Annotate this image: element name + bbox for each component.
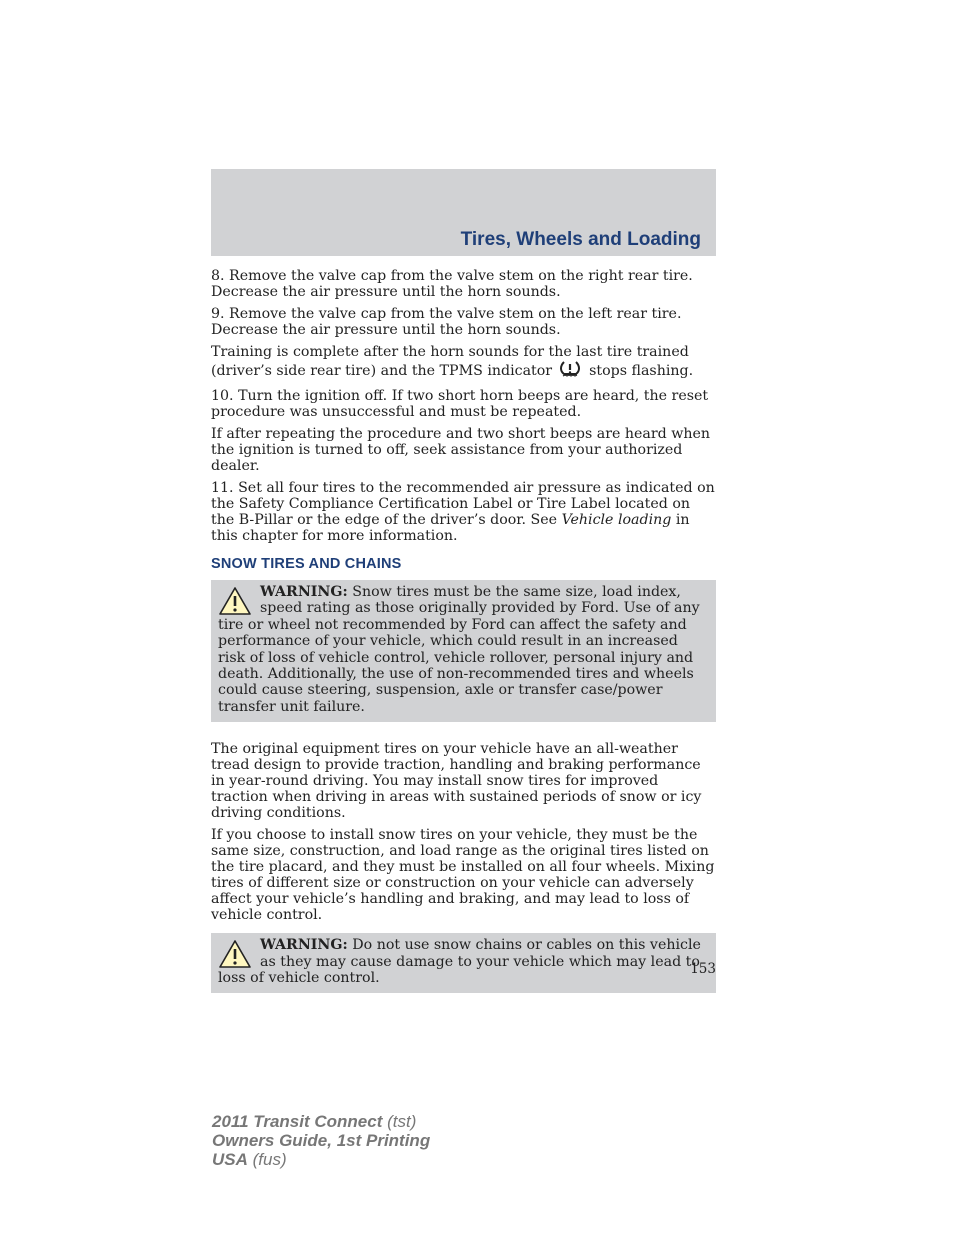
training-text: Training is complete after the horn sounds for the last tire trained (driver’s side rear tire) and the TPMS indicator [211, 344, 689, 379]
page-number: 153 [690, 961, 716, 977]
footer-guide: Owners Guide, 1st Printing [212, 1131, 431, 1150]
tpms-indicator-icon [559, 360, 581, 382]
warning-label: WARNING: [260, 937, 348, 954]
step-11-text-end: in this chapter for more information. [211, 512, 690, 544]
warning-box-snow-chains [211, 933, 716, 993]
step-10: 10. Turn the ignition off. If two short horn beeps are heard, the reset procedure was unsuccessful and must be repeated. [211, 388, 709, 420]
step-8: 8. Remove the valve cap from the valve stem on the right rear tire. Decrease the air pressure until the horn sounds. [211, 268, 693, 300]
step-11-text: 11. Set all four tires to the recommended air pressure as indicated on the Safety Compliance Certification Label or Tire Label located on the B-Pillar or the edge of the driver’s door. See [211, 480, 715, 528]
repeat-paragraph: If after repeating the procedure and two short beeps are heard when the ignition is turned to off, seek assistance from your authorized dealer. [211, 426, 711, 474]
warning-text: Do not use snow chains or cables on this vehicle as they may cause damage to your vehicle which may lead to loss of vehicle control. [218, 937, 701, 987]
warning-label: WARNING: [260, 584, 348, 600]
footer-model: 2011 Transit Connect [212, 1112, 383, 1131]
vehicle-loading-reference: Vehicle loading [561, 512, 672, 528]
training-text-end: stops flashing. [589, 363, 694, 379]
original-tires-paragraph: The original equipment tires on your vehicle have an all-weather tread design to provide traction, handling and braking performance in year-round driving. You may install snow tires for improved traction when driving in areas with sustained periods of snow or icy driving conditions. [211, 741, 702, 822]
document-footer [212, 1112, 430, 1169]
install-snow-tires-paragraph: If you choose to install snow tires on your vehicle, they must be the same size, construction, and load range as the original tires listed on the tire placard, and they must be installed on all four wheels. Mixing tires of different size or construction on your vehicle can adversely affect your vehicle’s handling and braking, and may lead to loss of vehicle control. [211, 827, 715, 924]
footer-region: USA [212, 1150, 248, 1169]
footer-model-code: (tst) [387, 1112, 417, 1131]
warning-triangle-icon [218, 939, 252, 969]
training-paragraph [211, 344, 716, 382]
page-content [211, 268, 716, 1012]
warning-text: Snow tires must be the same size, load index, speed rating as those originally provided by Ford. Use of any tire or wheel not recommended by Ford can affect the safety and performance of your vehicle, which could result in an increased risk of loss of vehicle control, vehicle rollover, personal injury and death. Additionally, the use of non-recommended tires and wheels could cause steering, suspension, axle or transfer case/power transfer unit failure. [218, 584, 700, 715]
chapter-title: Tires, Wheels and Loading [460, 229, 701, 250]
step-11 [211, 480, 716, 544]
warning-triangle-icon [218, 586, 252, 616]
footer-region-code: (fus) [252, 1150, 287, 1169]
chapter-header [211, 169, 716, 256]
step-9: 9. Remove the valve cap from the valve stem on the left rear tire. Decrease the air pressure until the horn sounds. [211, 306, 682, 338]
section-heading: SNOW TIRES AND CHAINS [211, 556, 402, 572]
warning-box-snow-tires [211, 580, 716, 722]
